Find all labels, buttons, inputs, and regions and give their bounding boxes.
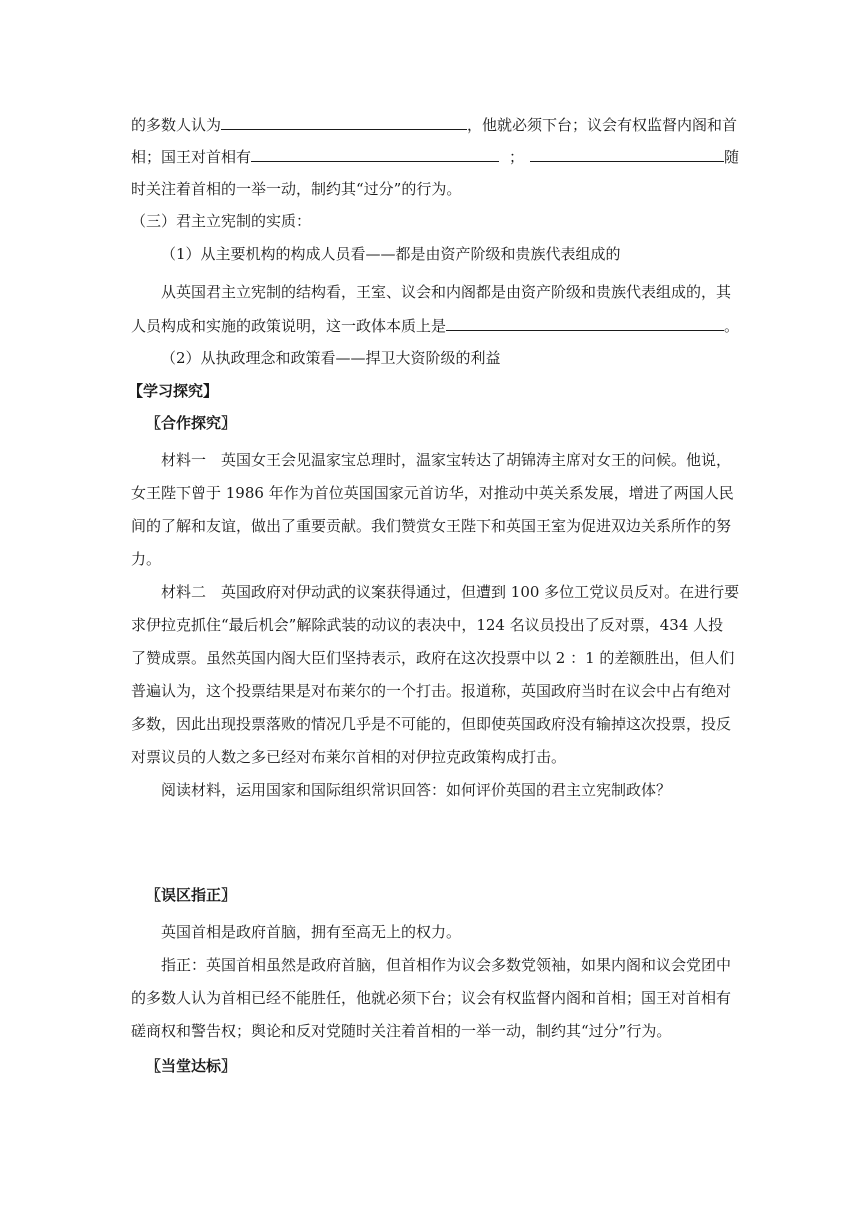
material-1-line-4: 力。 <box>131 550 162 568</box>
section-heading: （三）君主立宪制的实质： <box>131 212 312 230</box>
material-1-line-1: 材料一 英国女王会见温家宝总理时，温家宝转达了胡锦涛主席对女王的问候。他说， <box>161 451 732 469</box>
material-2-line-5: 多数，因此出现投票落败的情况几乎是不可能的，但即使英国政府没有输掉这次投票，投反 <box>131 715 732 733</box>
point-1: （1）从主要机构的构成人员看——都是由资产阶级和贵族代表组成的 <box>161 245 621 263</box>
question: 阅读材料，运用国家和国际组织常识回答：如何评价英国的君主立宪制政体？ <box>161 781 672 799</box>
answer-blank[interactable] <box>221 114 467 130</box>
answer-blank[interactable] <box>251 146 499 162</box>
material-2-line-3: 了赞成票。虽然英国内阁大臣们坚持表示，政府在这次投票中以 2 ：1 的差额胜出，但人们 <box>131 649 735 667</box>
material-2-line-6: 对票议员的人数之多已经对布莱尔首相的对伊拉克政策构成打击。 <box>131 748 567 766</box>
correction-line-3: 磋商权和警告权；舆论和反对党随时关注着首相的一举一动，制约其“过分”行为。 <box>131 1022 672 1040</box>
answer-blank[interactable] <box>530 146 724 162</box>
intro-line-2 <box>131 146 739 167</box>
answer-blank[interactable] <box>446 315 724 331</box>
study-heading: 【学习探究】 <box>128 382 219 400</box>
misconception-statement: 英国首相是政府首脑，拥有至高无上的权力。 <box>161 923 462 941</box>
material-1-line-2: 女王陛下曾于 1986 年作为首位英国国家元首访华，对推动中英关系发展，增进了两国人民 <box>131 484 734 502</box>
text-segment: 相；国王对首相有 <box>131 148 252 166</box>
text-segment: 。 <box>724 317 740 335</box>
correction-line-1: 指正：英国首相虽然是政府首脑，但首相作为议会多数党领袖，如果内阁和议会党团中 <box>161 956 732 974</box>
intro-line-1 <box>131 114 737 135</box>
material-2-line-4: 普遍认为，这个投票结果是对布莱尔的一个打击。报道称，英国政府当时在议会中占有绝对 <box>131 682 732 700</box>
correction-line-2: 的多数人认为首相已经不能胜任，他就必须下台；议会有权监督内阁和首相；国王对首相有 <box>131 989 732 1007</box>
material-2-line-1: 材料二 英国政府对伊动武的议案获得通过，但遭到 100 多位工党议员反对。在进行要 <box>161 583 740 601</box>
text-segment: 人员构成和实施的政策说明，这一政体本质上是 <box>131 317 447 335</box>
class-target-heading: 〖当堂达标〗 <box>146 1057 237 1075</box>
intro-line-3: 时关注着首相的一举一动，制约其“过分”的行为。 <box>131 180 462 198</box>
para-line-1: 从英国君主立宪制的结构看，王室、议会和内阁都是由资产阶级和贵族代表组成的，其 <box>161 283 732 301</box>
text-segment: ； <box>509 148 525 166</box>
text-segment: ，他就必须下台；议会有权监督内阁和首 <box>467 116 738 134</box>
text-segment: 的多数人认为 <box>131 116 222 134</box>
point-2: （2）从执政理念和政策看——捍卫大资阶级的利益 <box>161 349 501 367</box>
para-line-2 <box>131 315 739 336</box>
misconception-heading: 〖误区指正〗 <box>146 886 237 904</box>
text-segment: 随 <box>724 148 740 166</box>
coop-heading: 〖合作探究〗 <box>146 414 237 432</box>
material-2-line-2: 求伊拉克抓住“最后机会”解除武装的动议的表决中，124 名议员投出了反对票，434 人投 <box>131 616 724 634</box>
material-1-line-3: 间的了解和友谊，做出了重要贡献。我们赞赏女王陛下和英国王室为促进双边关系所作的努 <box>131 517 732 535</box>
